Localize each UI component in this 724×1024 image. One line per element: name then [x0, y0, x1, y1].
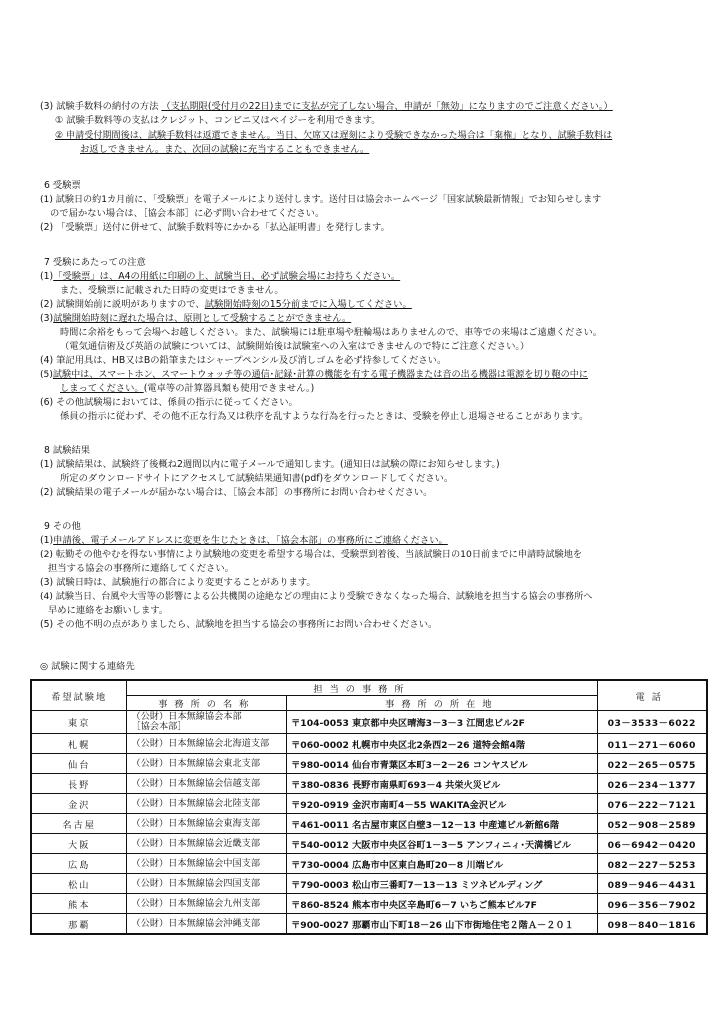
office-name-text: （公財）日本無線協会北陸支部: [131, 798, 261, 809]
contact-phone: 098－840－1816: [597, 914, 707, 935]
office-short-name: ［協会本部］: [131, 721, 187, 732]
sec3-line1: [40, 100, 613, 114]
sec7-l8: [40, 368, 588, 382]
contact-location: 仙台: [31, 754, 127, 774]
sec9-l7: (5) その他不明の点がありましたら、試験地を担当する協会の事務所にお問い合わせください。: [40, 619, 438, 630]
header-location: 希望試験地: [31, 680, 127, 711]
contact-office-name: [127, 834, 287, 854]
sec7-title: 7 受験にあたっての注意: [44, 257, 146, 268]
contact-location: 東京: [31, 711, 127, 734]
contact-office-name: [127, 774, 287, 794]
contact-office-name: [127, 734, 287, 754]
contact-row: [31, 914, 707, 935]
contact-address: 〒730-0004 広島市中区東白島町20－8 川端ビル: [287, 854, 597, 874]
contact-row: [31, 894, 707, 914]
header-office: 担当の事務所: [127, 680, 597, 696]
office-name-text: （公財）日本無線協会東海支部: [131, 818, 261, 829]
office-name-text: （公財）日本無線協会本部: [131, 711, 242, 722]
office-name-text: （公財）日本無線協会東北支部: [131, 758, 261, 769]
contact-row: [31, 734, 707, 754]
sec3-item1: ① 試験手数料等の支払はクレジット、コンビニ又はペイジーを利用できます。: [55, 115, 381, 126]
sec9-l1: [40, 534, 448, 548]
contact-location: 金沢: [31, 794, 127, 814]
contact-row: [31, 854, 707, 874]
contact-row: [31, 794, 707, 814]
contact-location: 長野: [31, 774, 127, 794]
sec9-l1-text: 申請後、電子メールアドレスに変更を生じたときは、「協会本部」の事務所にご連絡ください。: [53, 535, 448, 546]
contact-office-name: [127, 914, 287, 935]
contact-address: 〒980-0014 仙台市青葉区本町3－2－26 コンヤスビル: [287, 754, 597, 774]
contact-phone: 03－3533－6022: [597, 711, 707, 734]
sec8-l2: 所定のダウンロードサイトにアクセスして試験結果通知書(pdf)をダウンロードしてください。: [60, 473, 454, 484]
sec6-title: 6 受験票: [44, 180, 81, 191]
contacts-table: [30, 679, 708, 935]
header-office-name: 事務所の名称: [127, 696, 287, 711]
contact-row: [31, 834, 707, 854]
sec6-l1: (1) 試験日の約1カ月前に、「受験票」を電子メールにより送付します。送付日は協会ホームページ「国家試験最新情報」でお知らせします: [40, 195, 602, 205]
contact-address: 〒900-0027 那覇市山下町18－26 山下市街地住宅２階Ａ－２０１: [287, 914, 597, 935]
sec9-l6: 早めに連絡をお願いします。: [48, 605, 169, 616]
sec8-title: 8 試験結果: [44, 445, 91, 456]
sec8-l3: (2) 試験結果の電子メールが届かない場合は、［協会本部］の事務所にお問い合わせください。: [40, 487, 433, 498]
contact-address: 〒104-0053 東京都中央区晴海3－3－3 江間忠ビル2F: [287, 711, 597, 734]
sec3-item2b: お返しできません。また、次回の試験に充当することもできません。: [80, 144, 370, 155]
sec7-l8-text: 試験中は、スマートホン、スマートウォッチ等の通信･記録･計算の機能を有する電子機器または音の出る機器は電源を切り鞄の中に: [52, 370, 588, 380]
sec7-l2: また、受験票に記載された日時の変更はできません。: [60, 285, 284, 296]
contact-row: [31, 874, 707, 894]
sec7-l6: （電気通信術及び英語の試験については、試験開始後は試験室への入室はできませんので特にご注意ください。）: [60, 341, 530, 352]
contact-location: 大阪: [31, 834, 127, 854]
sec7-l9: [60, 382, 314, 396]
sec7-l5: 時間に余裕をもって会場へお越しください。また、試験場には駐車場や駐輪場はありませんので、車等での来場はご遠慮ください。: [60, 327, 602, 338]
sec7-l4: [40, 312, 351, 326]
contacts-rows: [31, 711, 707, 935]
sec9-l5: (4) 試験当日、台風や大雪等の影響による公共機関の途絶などの理由により受験できなくなった場合、試験地を担当する協会の事務所へ: [40, 592, 593, 602]
contact-row: [31, 754, 707, 774]
contact-row: [31, 711, 707, 734]
sec7-l4-prefix: (3): [40, 313, 54, 324]
sec7-l1-text: 「受験票」は、A4の用紙に印刷の上、試験当日、必ず試験会場にお持ちください。: [53, 271, 401, 282]
contact-office-name: [127, 814, 287, 834]
contacts-title: ◎ 試験に関する連絡先: [40, 661, 135, 672]
sec7-l8-prefix: (5): [40, 370, 53, 380]
office-name-text: （公財）日本無線協会信越支部: [131, 778, 261, 789]
sec7-l3-underline: 試験開始時刻の15分前までに入場してください。: [204, 299, 412, 310]
office-name-text: （公財）日本無線協会近畿支部: [131, 838, 261, 849]
office-name-text: （公財）日本無線協会九州支部: [131, 898, 261, 909]
sec9-l4: (3) 試験日時は、試験施行の都合により変更することがあります。: [40, 577, 316, 588]
sec7-l11: 係員の指示に従わず、その他不正な行為又は秩序を乱すような行為を行ったときは、受験を停止し退場させることがあります。: [60, 411, 589, 422]
contact-location: 熊本: [31, 894, 127, 914]
contact-address: 〒461-0011 名古屋市東区白壁3－12－13 中産連ビル新館6階: [287, 814, 597, 834]
contact-address: 〒790-0003 松山市三番町7－13－13 ミツネビルディング: [287, 874, 597, 894]
contact-office-name: [127, 854, 287, 874]
contact-location: 札幌: [31, 734, 127, 754]
contact-row: [31, 814, 707, 834]
sec6-l2: ので届かない場合は、［協会本部］に必ず問い合わせてください。: [50, 208, 325, 219]
contact-location: 那覇: [31, 914, 127, 935]
sec7-l1-prefix: (1): [40, 271, 54, 282]
contact-phone: 06－6942－0420: [597, 834, 707, 854]
contact-office-name: [127, 894, 287, 914]
office-name-text: （公財）日本無線協会北海道支部: [131, 738, 270, 749]
sec3-item2a: ② 申請受付期間後は、試験手数料は返還できません。当日、欠席又は遅刻により受験できなかった場合は「棄権」となり、試験手数料は: [55, 131, 613, 141]
sec3-deadline-note: （支払期限(受付月の22日)までに支払が完了しない場合、申請が「無効」になりますのでご注意ください。）: [161, 101, 613, 112]
contact-location: 松山: [31, 874, 127, 894]
contact-phone: 089－946－4431: [597, 874, 707, 894]
office-name-text: （公財）日本無線協会中国支部: [131, 858, 261, 869]
sec7-l4-text: 試験開始時刻に遅れた場合は、原則として受験することができません。: [53, 313, 352, 324]
contact-address: 〒920-0919 金沢市南町4－55 WAKITA金沢ビル: [287, 794, 597, 814]
header-office-address: 事務所の所在地: [287, 696, 597, 711]
office-name-text: （公財）日本無線協会四国支部: [131, 878, 261, 889]
contact-phone: 052－908－2589: [597, 814, 707, 834]
sec9-l1-prefix: (1): [40, 535, 54, 546]
contact-address: 〒540-0012 大阪市中央区谷町1－3－5 アンフィニィ･天満橋ビル: [287, 834, 597, 854]
contact-phone: 096－356－7902: [597, 894, 707, 914]
contact-phone: 022－265－0575: [597, 754, 707, 774]
contact-address: 〒380-0836 長野市南県町693－4 共栄火災ビル: [287, 774, 597, 794]
sec8-l1: (1) 試験結果は、試験終了後概ね2週間以内に電子メールで通知します。(通知日は試験の際にお知らせします。): [40, 459, 500, 470]
contact-office-name: [127, 711, 287, 734]
sec7-l1: [40, 270, 400, 284]
contact-location: 広島: [31, 854, 127, 874]
sec7-l9-text: しまってください。: [60, 383, 144, 394]
sec3-label: (3) 試験手数料の納付の方法: [40, 101, 159, 112]
contact-office-name: [127, 754, 287, 774]
contact-address: 〒060-0002 札幌市中央区北2条西2－26 道特会館4階: [287, 734, 597, 754]
sec9-title: 9 その他: [44, 521, 81, 532]
sec7-l3-text: (2) 試験開始前に説明がありますので、: [40, 299, 205, 310]
contact-phone: 082－227－5253: [597, 854, 707, 874]
sec7-l9-note: (電卓等の計算器具類も使用できません。): [143, 383, 315, 394]
sec7-l3: [40, 298, 412, 312]
sec9-l2: (2) 転勤その他やむを得ない事情により試験地の変更を希望する場合は、受験票到着後、当該試験日の10日前までに申請時試験地を: [40, 549, 583, 560]
contact-row: [31, 774, 707, 794]
office-name-text: （公財）日本無線協会沖縄支部: [131, 918, 261, 929]
contact-phone: 076－222－7121: [597, 794, 707, 814]
sec9-l3: 担当する協会の事務所に連絡してください。: [48, 563, 234, 574]
contact-location: 名古屋: [31, 814, 127, 834]
sec6-l3: (2) 「受験票」送付に併せて、試験手数料等にかかる「払込証明書」を発行します。: [40, 222, 390, 233]
contact-office-name: [127, 874, 287, 894]
contact-phone: 011－271－6060: [597, 734, 707, 754]
contact-office-name: [127, 794, 287, 814]
header-phone: 電話: [597, 680, 707, 711]
contact-address: 〒860-8524 熊本市中央区辛島町6－7 いちご熊本ビル7F: [287, 894, 597, 914]
sec7-l10: (6) その他試験場においては、係員の指示に従ってください。: [40, 397, 298, 408]
contact-phone: 026－234－1377: [597, 774, 707, 794]
sec7-l7: (4) 筆記用具は、HB又はBの鉛筆またはシャープペンシル及び消しゴムを必ず持参してください。: [40, 355, 447, 366]
